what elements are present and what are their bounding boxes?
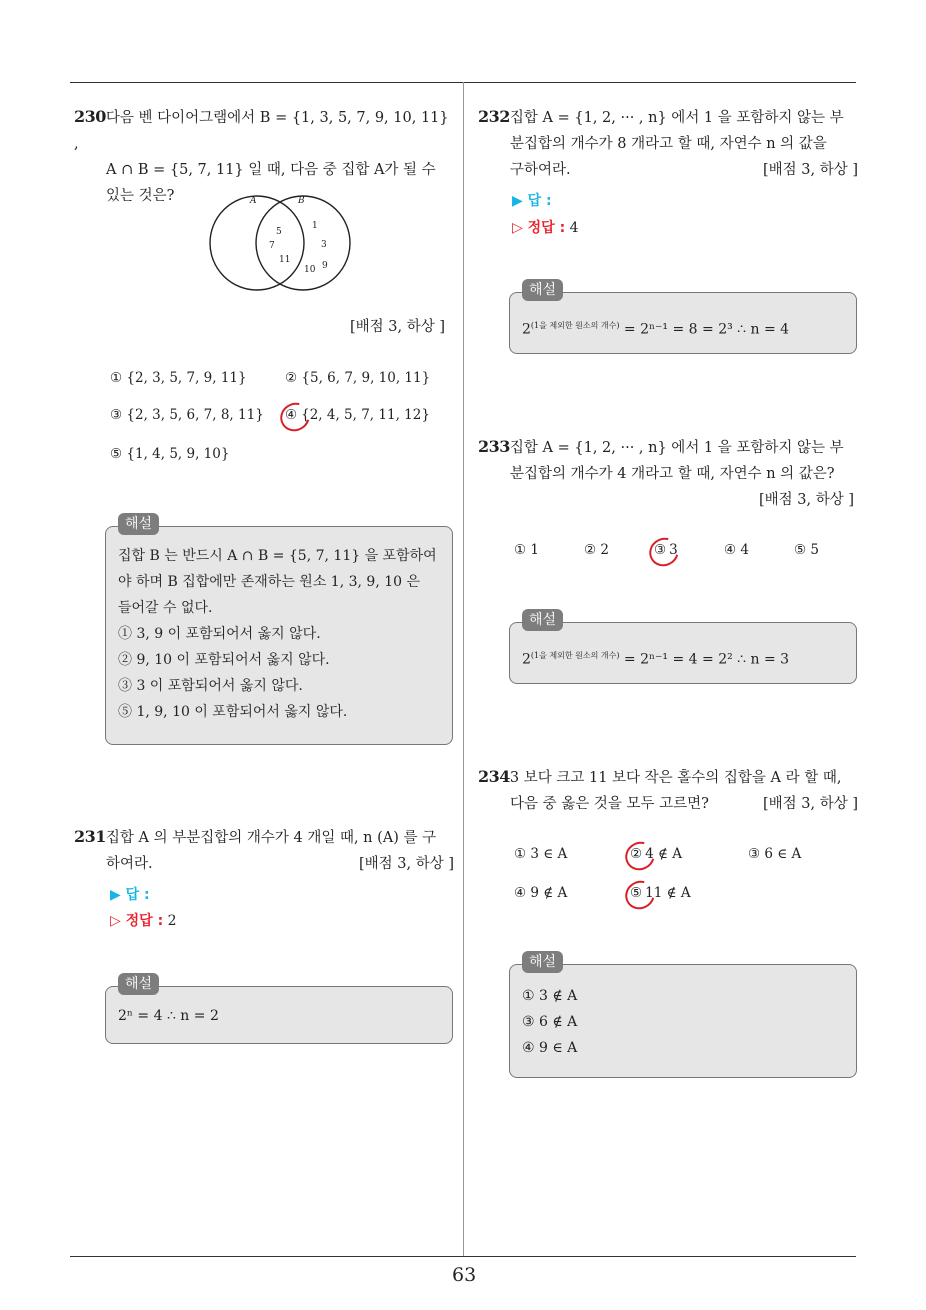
problem-text: 다음 중 옳은 것을 모두 고르면? [510, 796, 709, 812]
venn-value: 3 [321, 240, 327, 250]
problem-text: 있는 것은? [106, 188, 175, 204]
answer-circle-mark: ② [630, 846, 643, 862]
solution-box-230 [105, 516, 453, 745]
problem-number: 232 [478, 107, 510, 126]
page-number: 63 [452, 1264, 477, 1286]
problem-text: 집합 A 의 부분집합의 개수가 4 개일 때, n (A) 를 구 [105, 830, 437, 846]
choice-3[interactable]: ③ 6 ∈ A [748, 846, 802, 862]
solution-tag: 해설 [118, 513, 159, 535]
solution-tag: 해설 [522, 951, 563, 973]
solution-text: 2ⁿ = 4 ∴ n = 2 [118, 1008, 219, 1024]
choice-1[interactable]: ① {2, 3, 5, 7, 9, 11} [110, 370, 247, 386]
solution-text: $2^{(1을 제외한 원소의 개수)} = 2^{n-1} = 4 = 2^2$ ∴ n = 3 [522, 651, 790, 668]
choice-5[interactable]: ⑤ 11 ∉ A [630, 885, 691, 901]
solution-box-234 [509, 954, 857, 1078]
choice-3[interactable]: ③ 3 [654, 542, 678, 558]
venn-value: 10 [304, 265, 316, 275]
problem-text: 집합 A = {1, 2, ··· , n} 에서 1 을 포함하지 않는 부 [509, 110, 844, 126]
venn-label-a: A [250, 196, 257, 206]
correct-answer: ▷ 정답 : 2 [110, 913, 177, 929]
choice-5[interactable]: ⑤ 5 [794, 542, 819, 558]
venn-value: 11 [279, 255, 291, 265]
answer-circle-mark: ③ [654, 542, 667, 558]
venn-value: 5 [276, 227, 282, 237]
problem-number: 233 [478, 437, 510, 456]
problem-text: 구하여라. [510, 162, 571, 178]
problem-text: 다음 벤 다이어그램에서 B = {1, 3, 5, 7, 9, 10, 11} , [74, 110, 449, 152]
problem-233 [478, 434, 858, 513]
choice-3[interactable]: ③ {2, 3, 5, 6, 7, 8, 11} [110, 407, 264, 423]
problem-text: 분집합의 개수가 8 개라고 할 때, 자연수 n 의 값을 [510, 136, 827, 152]
problem-text: 분집합의 개수가 4 개라고 할 때, 자연수 n 의 값은? [510, 466, 835, 482]
choice-1[interactable]: ① 3 ∈ A [514, 846, 568, 862]
problem-number: 230 [74, 107, 106, 126]
correct-answer: ▷ 정답 : 4 [512, 220, 579, 236]
problem-text: 집합 A = {1, 2, ··· , n} 에서 1 을 포함하지 않는 부 [509, 440, 844, 456]
problem-number: 231 [74, 827, 106, 846]
choice-4[interactable]: ④ {2, 4, 5, 7, 11, 12} [285, 407, 430, 423]
problem-text: 3 보다 크고 11 보다 작은 홀수의 집합을 A 라 할 때, [509, 770, 842, 786]
solution-box-232 [509, 282, 857, 354]
venn-value: 7 [269, 241, 275, 251]
problem-231 [74, 824, 454, 877]
solution-tag: 해설 [522, 609, 563, 631]
choice-2[interactable]: ② 2 [584, 542, 609, 558]
venn-label-b: B [298, 196, 305, 206]
answer-line: ▶ 답 : [110, 887, 150, 903]
solution-box-233 [509, 612, 857, 684]
score: [배점 3, 하상 ] [762, 162, 858, 178]
bottom-rule [70, 1256, 856, 1257]
choice-4[interactable]: ④ 9 ∉ A [514, 885, 568, 901]
score: [배점 3, 하상 ] [758, 492, 854, 508]
choice-5[interactable]: ⑤ {1, 4, 5, 9, 10} [110, 446, 230, 462]
venn-diagram [200, 190, 360, 300]
score: [배점 3, 하상 ] [350, 319, 446, 335]
score: [배점 3, 하상 ] [762, 796, 858, 812]
problem-text: A ∩ B = {5, 7, 11} 일 때, 다음 중 집합 A가 될 수 [106, 162, 436, 178]
solution-text: 집합 B 는 반드시 A ∩ B = {5, 7, 11} 을 포함하여 야 하며 B 집합에만 존재하는 원소 1, 3, 9, 10 은 들어갈 수 없다. ① 3, 9 이 포함되어서 옳지 않다. ② 9, 10 이 포함되어서 옳지 않다. ③ 3 이 포함되어서 옳지 않다. ⑤ 1, 9, 10 이 포함되어서 옳지 않다. [118, 548, 437, 720]
problem-232 [478, 104, 858, 183]
choice-2[interactable]: ② 4 ∉ A [630, 846, 683, 862]
solution-text: ① 3 ∉ A ③ 6 ∉ A ④ 9 ∈ A [522, 988, 578, 1056]
solution-tag: 해설 [522, 279, 563, 301]
problem-234 [478, 764, 858, 817]
choice-1[interactable]: ① 1 [514, 542, 539, 558]
choice-2[interactable]: ② {5, 6, 7, 9, 10, 11} [285, 370, 431, 386]
solution-tag: 해설 [118, 973, 159, 995]
problem-text: 하여라. [106, 856, 153, 872]
answer-line: ▶ 답 : [512, 193, 552, 209]
answer-circle-mark: ⑤ [630, 885, 643, 901]
score: [배점 3, 하상 ] [358, 856, 454, 872]
venn-value: 1 [312, 221, 318, 231]
solution-box-231 [105, 976, 453, 1044]
venn-value: 9 [322, 261, 328, 271]
choice-4[interactable]: ④ 4 [724, 542, 749, 558]
solution-text: $2^{(1을 제외한 원소의 개수)} = 2^{n-1} = 8 = 2^3$ ∴ n = 4 [522, 321, 790, 338]
answer-circle-mark: ④ [285, 407, 298, 423]
problem-number: 234 [478, 767, 510, 786]
column-divider [463, 82, 464, 1257]
